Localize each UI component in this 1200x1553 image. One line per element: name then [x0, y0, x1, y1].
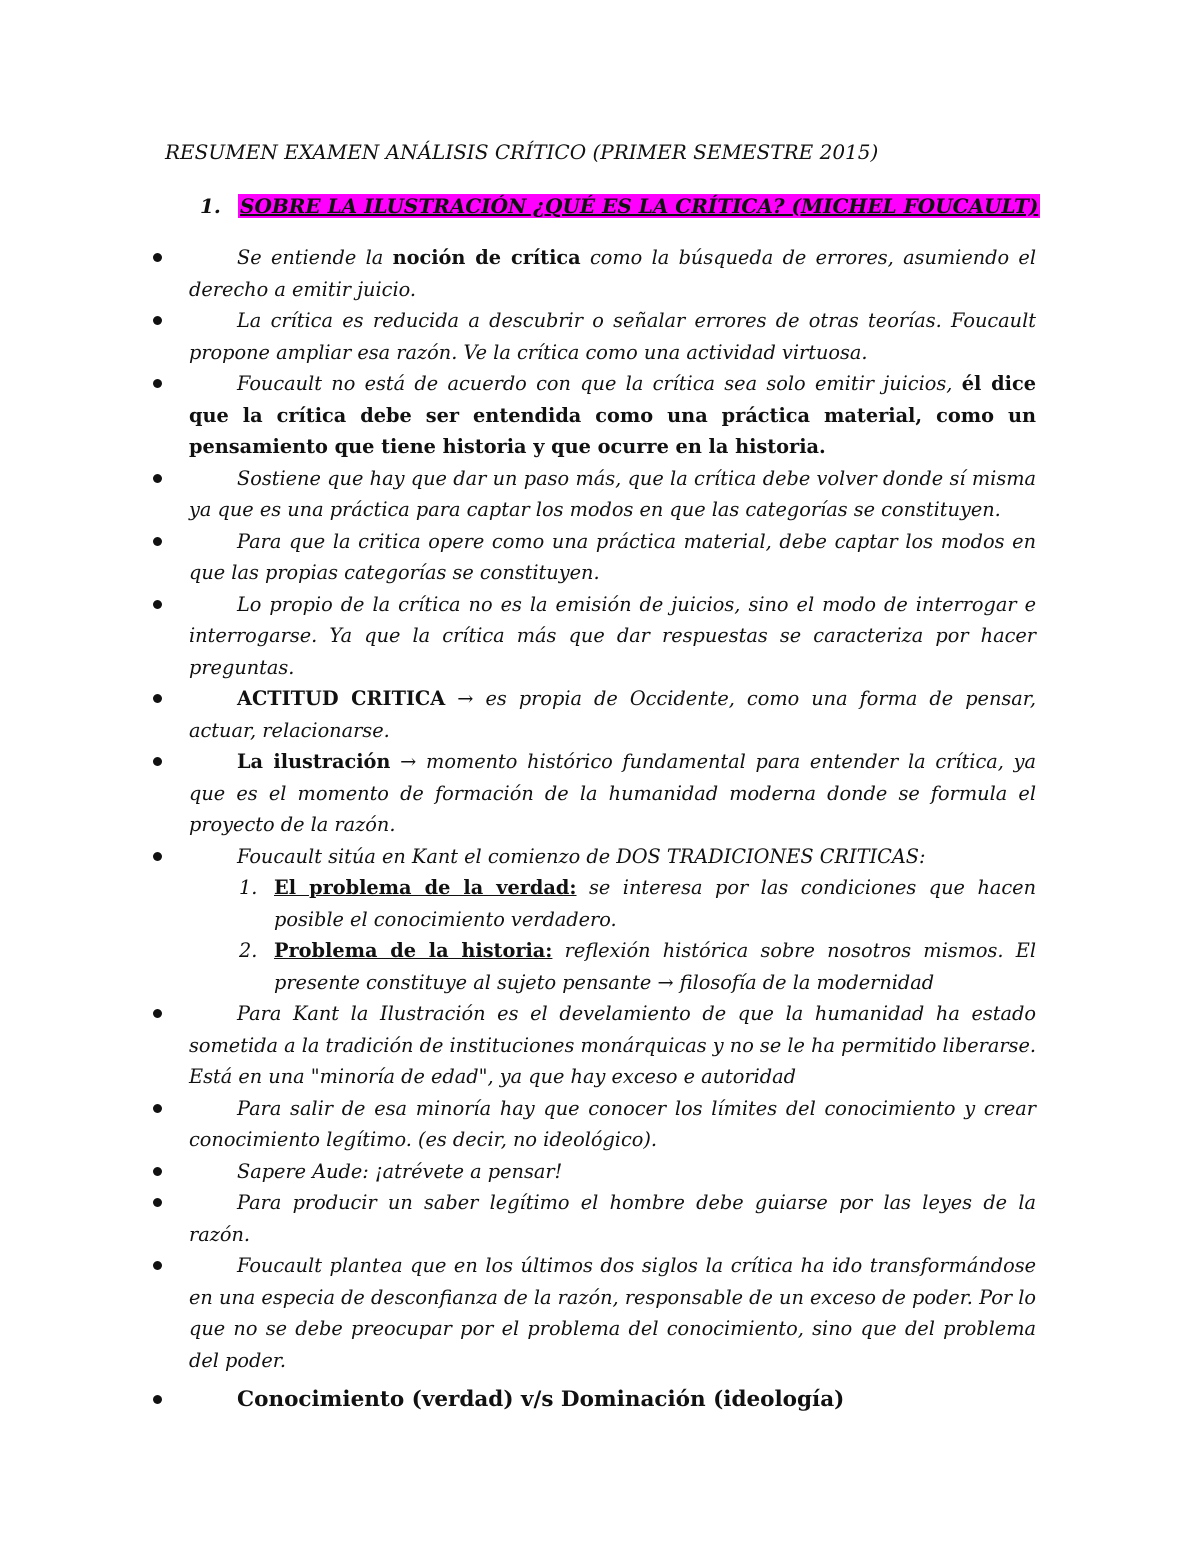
item-text: Para Kant la Ilustración es el develamiento de que la humanidad ha estado sometida a la tradición de instituciones monárquicas y no se le ha permitido liberarse. Está en una "minoría de edad", ya que hay exceso e autoridad — [189, 1002, 1036, 1088]
list-item — [152, 1187, 1036, 1250]
section-heading — [200, 194, 1040, 218]
list-item — [152, 526, 1036, 589]
item-text: Foucault plantea que en los últimos dos siglos la crítica ha ido transformándose en una especia de desconfianza de la razón, responsable de un exceso de poder. Por lo que no se debe preocupar por el problema del conocimiento, sino que del problema del poder. — [189, 1254, 1036, 1372]
list-item — [152, 463, 1036, 526]
list-item — [152, 1250, 1036, 1376]
item-text: Para que la critica opere como una práctica material, debe captar los modos en que las propias categorías se constituyen. — [189, 529, 1036, 584]
item-text: reflexión histórica sobre nosotros mismos. El presente constituye al sujeto pensante → filosofía de la modernidad — [274, 939, 1036, 994]
item-text: → es propia de Occidente, como una forma de pensar, actuar, relacionarse. — [189, 687, 1036, 742]
bullet-icon — [153, 852, 162, 861]
item-bold-text: La ilustración — [237, 750, 391, 773]
item-bold-text: él dice que la crítica debe ser entendida como una práctica material, como un pensamiento que tiene historia y que ocurre en la historia. — [189, 372, 1036, 458]
item-text: Foucault sitúa en Kant el comienzo de DOS TRADICIONES CRITICAS: — [237, 844, 926, 868]
list-item — [152, 746, 1036, 841]
item-text: se interesa por las condiciones que hacen posible el conocimiento verdadero. — [274, 876, 1036, 931]
bullet-icon — [153, 600, 162, 609]
list-item — [152, 242, 1036, 305]
item-text: Lo propio de la crítica no es la emisión de juicios, sino el modo de interrogar e interrogarse. Ya que la crítica más que dar respuestas se caracteriza por hacer preguntas. — [189, 592, 1036, 679]
document-title: RESUMEN EXAMEN ANÁLISIS CRÍTICO (PRIMER SEMESTRE 2015) — [165, 140, 879, 164]
list-item — [152, 841, 1036, 999]
item-text: como la búsqueda de errores, asumiendo el derecho a emitir juicio. — [189, 246, 1037, 301]
bullet-icon — [153, 1167, 162, 1176]
list-item — [152, 1384, 1036, 1416]
item-text: Sapere Aude: ¡atrévete a pensar! — [237, 1159, 563, 1183]
bullet-icon — [153, 1395, 162, 1404]
bullet-icon — [153, 253, 162, 262]
item-text: Sostiene que hay que dar un paso más, que la crítica debe volver donde sí misma ya que es una práctica para captar los modos en que las categorías se constituyen. — [189, 466, 1036, 521]
bullet-icon — [153, 1009, 162, 1018]
list-item — [152, 1093, 1036, 1156]
item-text: Para salir de esa minoría hay que conocer los límites del conocimiento y crear conocimiento legítimo. (es decir, no ideológico). — [189, 1096, 1036, 1151]
item-text: → momento histórico fundamental para entender la crítica, ya que es el momento de formación de la humanidad moderna donde se formula el proyecto de la razón. — [189, 750, 1036, 836]
item-text: Se entiende la — [237, 246, 393, 269]
bullet-icon — [153, 1261, 162, 1270]
item-text: La crítica es reducida a descubrir o señalar errores de otras teorías. Foucault propone ampliar esa razón. Ve la crítica como una actividad virtuosa. — [189, 309, 1036, 364]
bullet-icon — [153, 1104, 162, 1113]
numbered-item — [189, 935, 1036, 998]
item-text: Foucault no está de acuerdo con que la crítica sea solo emitir juicios, — [237, 372, 962, 395]
bullet-icon — [153, 379, 162, 388]
item-bold-text: ACTITUD CRITICA — [237, 687, 446, 710]
bullet-list — [152, 242, 1036, 1416]
bullet-icon — [153, 474, 162, 483]
item-text: Para producir un saber legítimo el hombre debe guiarse por las leyes de la razón. — [189, 1191, 1036, 1246]
bullet-icon — [153, 537, 162, 546]
list-item — [152, 368, 1036, 463]
section-number: 1. — [200, 194, 221, 218]
item-bold-text: Conocimiento (verdad) v/s Dominación (ideología) — [237, 1387, 845, 1412]
bullet-icon — [153, 316, 162, 325]
item-number: 2. — [239, 939, 258, 962]
list-item — [152, 1156, 1036, 1188]
numbered-sublist — [189, 872, 1036, 998]
item-bold-text: Problema de la historia: — [274, 939, 553, 962]
section-heading-text: SOBRE LA ILUSTRACIÓN ¿QUÉ ES LA CRÍTICA? (MICHEL FOUCAULT) — [240, 194, 1039, 218]
list-item — [152, 305, 1036, 368]
item-bold-text: El problema de la verdad: — [274, 876, 577, 899]
item-bold-text: noción de crítica — [392, 246, 581, 269]
item-number: 1. — [239, 876, 258, 899]
bullet-icon — [153, 1198, 162, 1207]
numbered-item — [189, 872, 1036, 935]
bullet-icon — [153, 694, 162, 703]
list-item — [152, 589, 1036, 684]
list-item — [152, 683, 1036, 746]
bullet-icon — [153, 757, 162, 766]
list-item — [152, 998, 1036, 1093]
